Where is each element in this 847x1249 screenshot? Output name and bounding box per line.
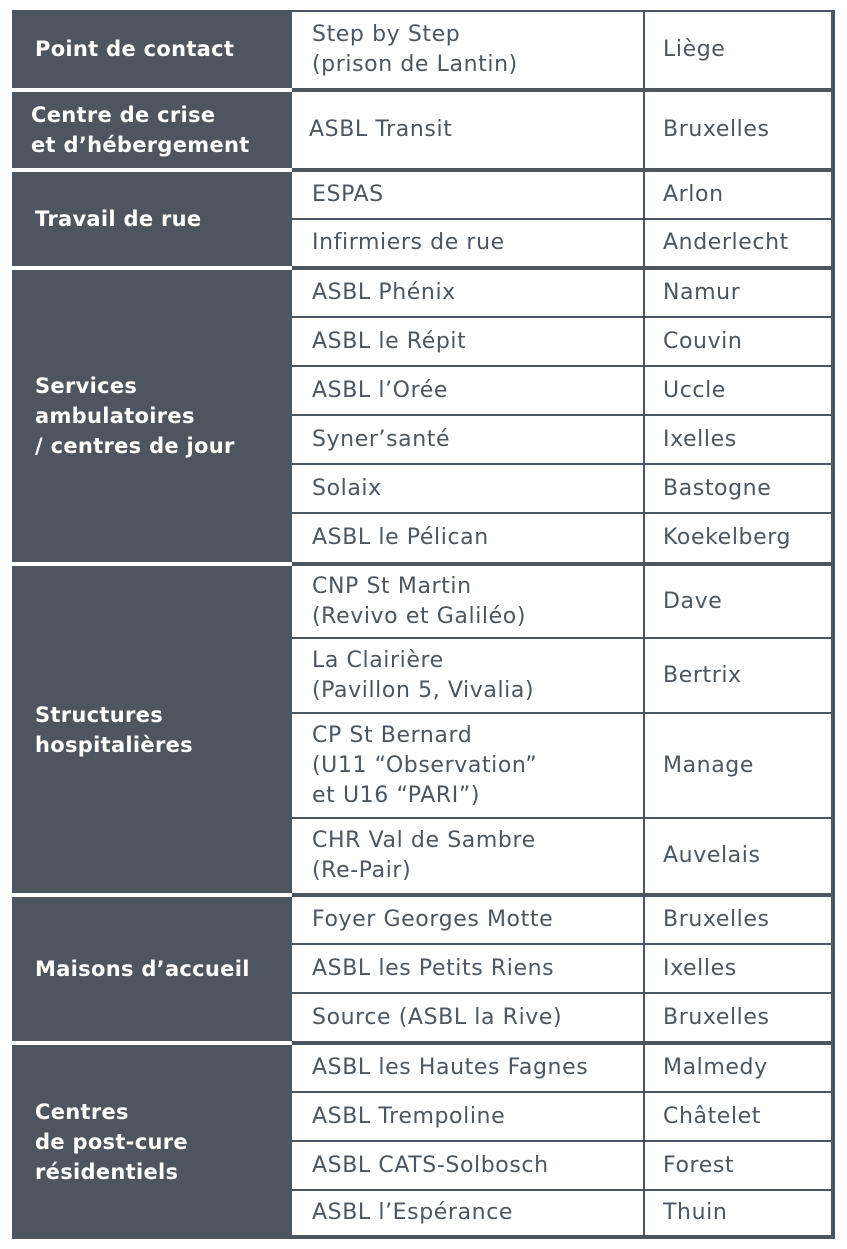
organization-cell: CP St Bernard (U11 “Observation” et U16 “PARI”)	[292, 714, 643, 817]
category-label: Point de contact	[35, 37, 235, 61]
organization-cell: ASBL les Petits Riens	[292, 945, 643, 992]
city-cell: Ixelles	[645, 416, 831, 463]
city-cell: Châtelet	[645, 1093, 831, 1140]
organization-cell: ASBL CATS-Solbosch	[292, 1142, 643, 1189]
organization-cell: Step by Step (prison de Lantin)	[292, 12, 643, 88]
city-cell: Bruxelles	[645, 92, 831, 168]
city-cell: Uccle	[645, 367, 831, 414]
city-cell: Bastogne	[645, 465, 831, 512]
category-label: Services ambulatoires / centres de jour	[35, 374, 235, 458]
organization-cell: Solaix	[292, 465, 643, 512]
city-cell: Bruxelles	[645, 897, 831, 943]
category-label: Maisons d’accueil	[35, 957, 250, 981]
organization-cell: ASBL l’Espérance	[292, 1191, 643, 1235]
organization-cell: ESPAS	[292, 172, 643, 218]
city-cell: Liège	[645, 12, 831, 88]
organization-cell: CHR Val de Sambre (Re-Pair)	[292, 819, 643, 893]
organization-cell: Syner’santé	[292, 416, 643, 463]
city-cell: Manage	[645, 714, 831, 817]
city-cell: Namur	[645, 270, 831, 316]
category-label: Travail de rue	[35, 207, 202, 231]
organization-cell: ASBL les Hautes Fagnes	[292, 1045, 643, 1091]
organization-cell: ASBL le Répit	[292, 318, 643, 365]
city-cell: Ixelles	[645, 945, 831, 992]
category-label: Structures hospitalières	[35, 702, 193, 757]
organization-cell: Foyer Georges Motte	[292, 897, 643, 943]
city-cell: Bruxelles	[645, 994, 831, 1041]
city-cell: Anderlecht	[645, 220, 831, 266]
city-cell: Malmedy	[645, 1045, 831, 1091]
organization-cell: ASBL Trempoline	[292, 1093, 643, 1140]
organization-cell: La Clairière (Pavillon 5, Vivalia)	[292, 639, 643, 712]
organization-cell: ASBL le Pélican	[292, 514, 643, 562]
city-cell: Dave	[645, 566, 831, 637]
category-label: Centre de crise et d’hébergement	[31, 103, 250, 157]
city-cell: Thuin	[645, 1191, 831, 1235]
organization-cell: ASBL l’Orée	[292, 367, 643, 414]
city-cell: Forest	[645, 1142, 831, 1189]
organization-cell: Source (ASBL la Rive)	[292, 994, 643, 1041]
city-cell: Auvelais	[645, 819, 831, 893]
organization-cell: CNP St Martin (Revivo et Galiléo)	[292, 566, 643, 637]
organization-cell: Infirmiers de rue	[292, 220, 643, 266]
city-cell: Couvin	[645, 318, 831, 365]
organization-cell: ASBL Transit	[292, 92, 643, 168]
services-table	[12, 10, 835, 1239]
city-cell: Bertrix	[645, 639, 831, 712]
organization-cell: ASBL Phénix	[292, 270, 643, 316]
city-cell: Koekelberg	[645, 514, 831, 562]
city-cell: Arlon	[645, 172, 831, 218]
category-label: Centres de post-cure résidentiels	[35, 1100, 188, 1184]
